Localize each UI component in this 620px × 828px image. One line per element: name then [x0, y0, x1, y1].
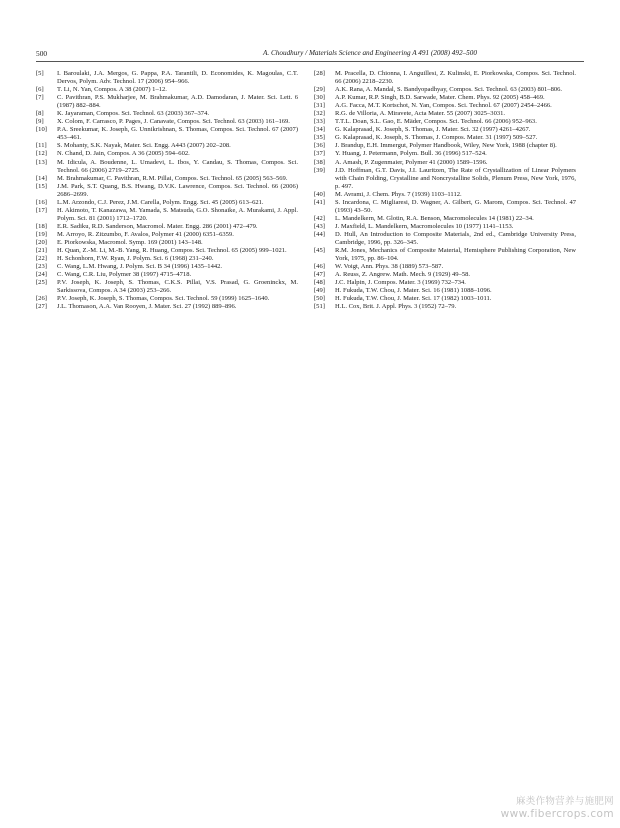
- reference-item: [314, 70, 576, 86]
- reference-item: [36, 118, 298, 126]
- references-right-column: [314, 70, 576, 311]
- reference-text: E. Piorkowska, Macromol. Symp. 169 (2001) 143–148.: [57, 238, 203, 246]
- reference-item: [36, 86, 298, 94]
- reference-item: [36, 183, 298, 199]
- reference-number: [14]: [36, 174, 47, 182]
- reference-text: L. Mandelkern, M. Glotin, R.A. Benson, Macromolecules 14 (1981) 22–34.: [335, 214, 534, 222]
- reference-item: [36, 279, 298, 295]
- reference-text: A.P. Kumar, R.P. Singh, B.D. Sarwade, Mater. Chem. Phys. 92 (2005) 458–469.: [335, 94, 545, 102]
- reference-text: A. Amash, P. Zugenmaier, Polymer 41 (2000) 1589–1596.: [335, 158, 488, 166]
- reference-item: [36, 70, 298, 86]
- reference-number: [31]: [314, 102, 325, 110]
- reference-number: [20]: [36, 238, 47, 246]
- reference-text: K. Jayaraman, Compos. Sci. Technol. 63 (2003) 367–374.: [57, 110, 209, 118]
- reference-item: [36, 94, 298, 110]
- reference-number: [26]: [36, 295, 47, 303]
- reference-number: [39]: [314, 166, 325, 174]
- reference-number: [50]: [314, 295, 325, 303]
- reference-text: M. Idicula, A. Boudenne, L. Umadevi, L. Ibos, Y. Candau, S. Thomas, Compos. Sci. Technol. 66 (2006) 2719–2725.: [57, 158, 298, 174]
- reference-item: [314, 167, 576, 191]
- reference-text: L.M. Arzondo, C.J. Perez, J.M. Carella, Polym. Engg. Sci. 45 (2005) 613–621.: [57, 198, 264, 206]
- reference-number: [51]: [314, 303, 325, 311]
- reference-text: J.C. Halpin, J. Compos. Mater. 3 (1969) 732–734.: [335, 279, 466, 287]
- reference-text: G. Kalaprasad, K. Joseph, S. Thomas, J. Mater. Sci. 32 (1997) 4261–4267.: [335, 126, 531, 134]
- reference-item: [36, 247, 298, 255]
- reference-number: [32]: [314, 110, 325, 118]
- reference-item: [314, 231, 576, 247]
- reference-text: T.T.L. Doan, S.L. Gao, E. Mäder, Compos. Sci. Technol. 66 (2006) 952–963.: [335, 118, 537, 126]
- reference-text: M. Pracella, D. Chionna, I. Anguillesi, Z. Kulinski, E. Piorkowska, Compos. Sci. Technol. 66 (2006) 2218–2230.: [335, 70, 576, 86]
- reference-item: [36, 159, 298, 175]
- reference-item: [314, 191, 576, 199]
- reference-number: [19]: [36, 230, 47, 238]
- reference-number: [35]: [314, 134, 325, 142]
- reference-item: [314, 159, 576, 167]
- reference-item: [36, 110, 298, 118]
- reference-number: [42]: [314, 214, 325, 222]
- reference-item: [314, 223, 576, 231]
- reference-number: [43]: [314, 222, 325, 230]
- reference-item: [36, 150, 298, 158]
- reference-number: [28]: [314, 70, 325, 77]
- reference-item: [314, 287, 576, 295]
- reference-number: [11]: [36, 142, 47, 150]
- reference-text: H. Akimoto, T. Kanazawa, M. Yamada, S. Matsuda, G.O. Shonaike, A. Murakami, J. Appl. Polym. Sci. 81 (2001) 1712–1720.: [57, 206, 298, 222]
- reference-number: [41]: [314, 198, 325, 206]
- reference-text: E.R. Sadiku, R.D. Sanderson, Macromol. Mater. Engg. 286 (2001) 472–479.: [57, 222, 258, 230]
- reference-number: [37]: [314, 150, 325, 158]
- reference-number: [7]: [36, 94, 44, 102]
- reference-item: [314, 150, 576, 158]
- reference-text: C. Wang, L.M. Hwang, J. Polym. Sci. B 34 (1996) 1435–1442.: [57, 263, 223, 271]
- reference-item: [314, 295, 576, 303]
- reference-text: M. Avrami, J. Chem. Phys. 7 (1939) 1103–1112.: [335, 190, 462, 198]
- reference-item: [36, 255, 298, 263]
- reference-text: A. Reuss, Z. Angrew. Math. Mech. 9 (1929) 49–58.: [335, 271, 471, 279]
- reference-item: [314, 271, 576, 279]
- reference-number: [38]: [314, 158, 325, 166]
- reference-text: I. Baroulaki, J.A. Mergos, G. Pappa, P.A. Tarantili, D. Economides, K. Magoulas, C.T. Dervos, Polym. Adv. Technol. 17 (2006) 954–966.: [57, 70, 298, 86]
- reference-text: H. Quan, Z.-M. Li, M.-B. Yang, R. Huang, Compos. Sci. Technol. 65 (2005) 999–1021.: [57, 247, 287, 255]
- reference-item: [36, 303, 298, 311]
- reference-text: S. Mohanty, S.K. Nayak, Mater. Sci. Engg. A443 (2007) 202–208.: [57, 142, 231, 150]
- reference-text: J. Maxfield, L. Mandelkern, Macromolecules 10 (1977) 1141–1153.: [335, 222, 514, 230]
- reference-text: J. Brandup, E.H. Immergut, Polymer Handbook, Wiley, New York, 1988 (chapter 8).: [335, 142, 557, 150]
- reference-item: [36, 239, 298, 247]
- reference-text: J.D. Hoffman, G.T. Davis, J.I. Lauritzen, The Rate of Crystallization of Linear Polymers with Chain Folding, Crystalline and Noncrystalline Solids, Plenum Press, New York, 1976, p. 497.: [335, 166, 576, 190]
- reference-item: [314, 247, 576, 263]
- reference-number: [47]: [314, 271, 325, 279]
- reference-text: P.V. Joseph, K. Joseph, S. Thomas, C.K.S. Pillai, V.S. Prasad, G. Groeninckx, M. Sarkissova, Compos. A 34 (2003) 253–266.: [57, 279, 298, 295]
- reference-item: [36, 126, 298, 142]
- reference-text: N. Chand, D. Jain, Compos. A 36 (2005) 594–602.: [57, 150, 190, 158]
- reference-number: [9]: [36, 118, 44, 126]
- reference-item: [314, 86, 576, 94]
- reference-number: [45]: [314, 247, 325, 255]
- reference-item: [314, 263, 576, 271]
- reference-item: [314, 126, 576, 134]
- reference-number: [18]: [36, 222, 47, 230]
- reference-item: [314, 215, 576, 223]
- reference-number: [48]: [314, 279, 325, 287]
- reference-item: [36, 271, 298, 279]
- reference-number: [15]: [36, 182, 47, 190]
- reference-text: Y. Huang, J. Petermann, Polym. Bull. 36 (1996) 517–524.: [335, 150, 487, 158]
- reference-item: [314, 110, 576, 118]
- reference-text: P.A. Sreekumar, K. Joseph, G. Unnikrishnan, S. Thomas, Compos. Sci. Technol. 67 (2007) 453–461.: [57, 126, 298, 142]
- reference-text: J.L. Thomason, A.A. Van Rooyen, J. Mater. Sci. 27 (1992) 889–896.: [57, 303, 237, 311]
- reference-item: [36, 175, 298, 183]
- reference-text: G. Kalaprasad, K. Joseph, S. Thomas, J. Compos. Mater. 31 (1997) 509–527.: [335, 134, 538, 142]
- reference-item: [36, 142, 298, 150]
- reference-number: [34]: [314, 126, 325, 134]
- references-left-column: [36, 70, 298, 311]
- reference-item: [36, 263, 298, 271]
- reference-number: [30]: [314, 94, 325, 102]
- reference-number: [23]: [36, 263, 47, 271]
- reference-number: [6]: [36, 86, 44, 94]
- reference-item: [314, 199, 576, 215]
- reference-number: [27]: [36, 303, 47, 311]
- reference-number: [25]: [36, 279, 47, 287]
- reference-text: R.G. de Villoria, A. Miravete, Acta Mater. 55 (2007) 3025–3031.: [335, 110, 506, 118]
- reference-item: [314, 94, 576, 102]
- reference-item: [36, 199, 298, 207]
- reference-number: [40]: [314, 190, 325, 198]
- reference-text: M. Arroyo, R. Zitzumbo, F. Avalos, Polymer 41 (2000) 6351–6359.: [57, 230, 234, 238]
- reference-text: X. Colom, F. Carrasco, P. Pages, J. Canavate, Compos. Sci. Technol. 63 (2003) 161–169.: [57, 118, 290, 126]
- reference-text: H. Fukuda, T.W. Chou, J. Mater. Sci. 17 (1982) 1003–1011.: [335, 295, 492, 303]
- reference-text: C. Pavithran, P.S. Mukharjee, M. Brahmakumar, A.D. Damodaran, J. Mater. Sci. Lett. 6 (1987) 882–884.: [57, 94, 298, 110]
- reference-text: H.L. Cox, Brit. J. Appl. Phys. 3 (1952) 72–79.: [335, 303, 457, 311]
- reference-number: [12]: [36, 150, 47, 158]
- reference-text: M. Brahmakumar, C. Pavithran, R.M. Pillai, Compos. Sci. Technol. 65 (2005) 563–569.: [57, 174, 288, 182]
- reference-text: T. Li, N. Yan, Compos. A 38 (2007) 1–12.: [57, 86, 167, 94]
- reference-item: [36, 231, 298, 239]
- reference-item: [314, 118, 576, 126]
- reference-text: C. Wang, C.R. Liu, Polymer 38 (1997) 4715–4718.: [57, 271, 192, 279]
- reference-text: D. Hull, An Introduction to Composite Materials, 2nd ed., Cambridge University Press, Cambridge, 1996, pp. 326–345.: [335, 230, 576, 246]
- watermark-title: 麻类作物营养与施肥网: [515, 796, 614, 807]
- reference-item: [36, 207, 298, 223]
- reference-item: [36, 295, 298, 303]
- reference-item: [36, 223, 298, 231]
- reference-item: [314, 279, 576, 287]
- header-rule: [36, 61, 584, 62]
- reference-number: [16]: [36, 198, 47, 206]
- site-watermark: [501, 796, 614, 820]
- reference-number: [17]: [36, 206, 47, 214]
- reference-item: [314, 142, 576, 150]
- watermark-url: www.fibercrops.com: [500, 808, 614, 820]
- reference-text: W. Voigt, Ann. Phys. 38 (1889) 573–587.: [335, 263, 444, 271]
- reference-item: [314, 102, 576, 110]
- running-header: A. Choudhury / Materials Science and Engineering A 491 (2008) 492–500: [263, 49, 477, 57]
- reference-number: [24]: [36, 271, 47, 279]
- reference-number: [49]: [314, 287, 325, 295]
- reference-number: [8]: [36, 110, 44, 118]
- reference-text: A.K. Rana, A. Mandal, S. Bandyopadhyay, Compos. Sci. Technol. 63 (2003) 801–806.: [335, 86, 563, 94]
- reference-text: A.G. Facca, M.T. Kortschot, N. Yan, Compos. Sci. Technol. 67 (2007) 2454–2466.: [335, 102, 552, 110]
- reference-number: [29]: [314, 86, 325, 94]
- reference-text: H. Schonhorn, F.W. Ryan, J. Polym. Sci. 6 (1968) 231–240.: [57, 255, 214, 263]
- reference-number: [33]: [314, 118, 325, 126]
- page-number: 500: [36, 49, 48, 58]
- reference-number: [10]: [36, 126, 47, 134]
- reference-number: [46]: [314, 263, 325, 271]
- reference-text: R.M. Jones, Mechanics of Composite Material, Hemisphere Publishing Corporation, New York, 1975, pp. 86–104.: [335, 247, 576, 263]
- reference-number: [21]: [36, 247, 47, 255]
- reference-item: [314, 134, 576, 142]
- reference-text: P.V. Joseph, K. Joseph, S. Thomas, Compos. Sci. Technol. 59 (1999) 1625–1640.: [57, 295, 270, 303]
- reference-text: H. Fukuda, T.W. Chou, J. Mater. Sci. 16 (1981) 1088–1096.: [335, 287, 492, 295]
- reference-text: J.M. Park, S.T. Quang, B.S. Hwang, D.V.K. Lawrence, Compos. Sci. Technol. 66 (2006) 2686–2699.: [57, 182, 298, 198]
- reference-text: S. Incardona, C. Migliaresi, D. Wagner, A. Gilbert, G. Marom, Compos. Sci. Technol. 47 (1993) 43–50.: [335, 198, 576, 214]
- reference-number: [36]: [314, 142, 325, 150]
- reference-number: [22]: [36, 255, 47, 263]
- reference-number: [44]: [314, 230, 325, 238]
- reference-item: [314, 303, 576, 311]
- reference-number: [5]: [36, 70, 44, 77]
- reference-number: [13]: [36, 158, 47, 166]
